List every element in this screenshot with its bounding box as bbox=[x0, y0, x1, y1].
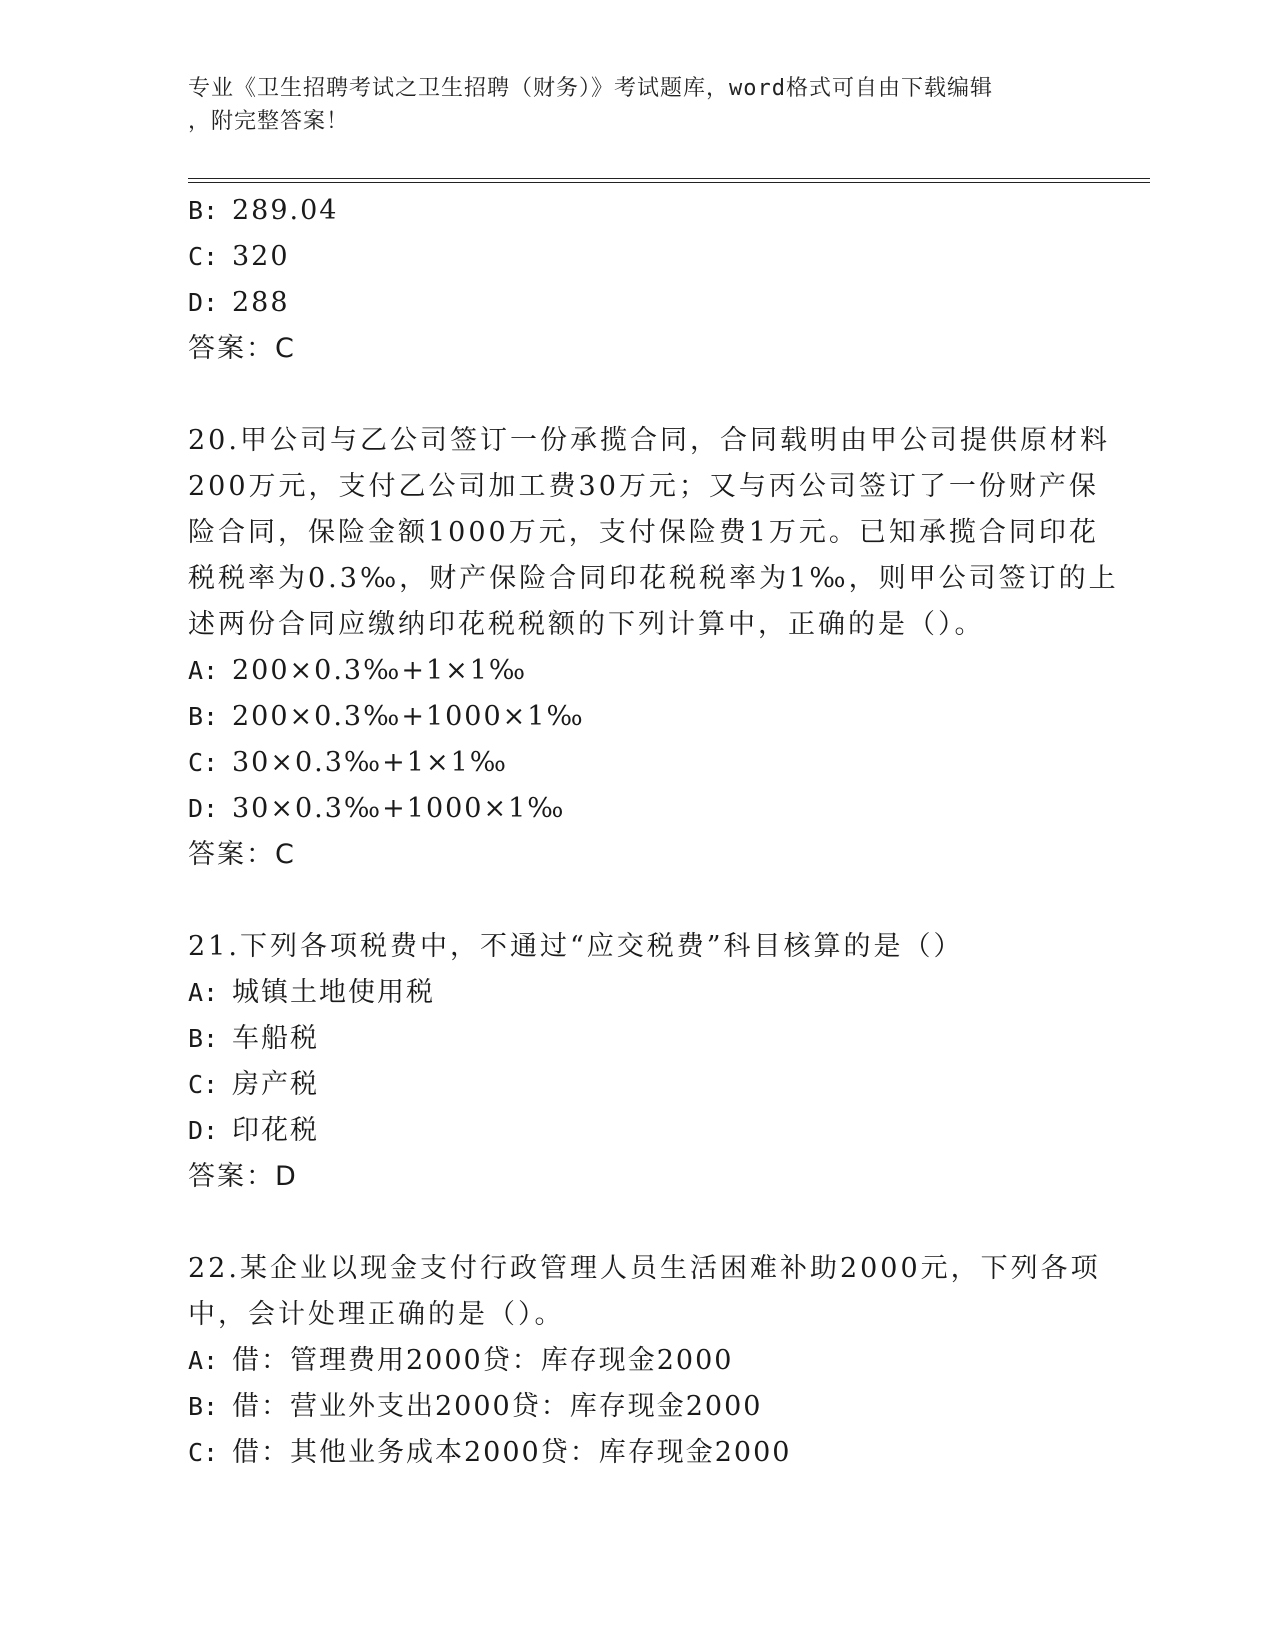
option-row bbox=[188, 1016, 1088, 1062]
option-text: 借：其他业务成本2000贷：库存现金2000 bbox=[232, 1437, 792, 1468]
spacer bbox=[188, 372, 1088, 418]
option-label: B: bbox=[188, 196, 219, 225]
document-body bbox=[188, 188, 1119, 1476]
option-label: A: bbox=[188, 978, 219, 1007]
option-label: D: bbox=[188, 288, 219, 317]
option-label: C: bbox=[188, 1438, 219, 1467]
question-22-block bbox=[188, 1246, 1101, 1476]
header-line-1: 专业《卫生招聘考试之卫生招聘（财务）》考试题库，word格式可自由下载编辑 bbox=[188, 76, 993, 101]
question-line: 22.某企业以现金支付行政管理人员生活困难补助2000元，下列各项 bbox=[188, 1253, 1101, 1284]
option-row bbox=[188, 648, 1088, 694]
option-row bbox=[188, 1108, 1088, 1154]
option-text: 房产税 bbox=[232, 1069, 319, 1100]
option-text: 320 bbox=[232, 241, 290, 272]
question-21-block bbox=[188, 924, 1088, 1200]
answer-line: 答案：C bbox=[188, 839, 296, 870]
option-text: 城镇土地使用税 bbox=[232, 977, 435, 1008]
spacer bbox=[188, 1200, 1088, 1246]
option-label: A: bbox=[188, 1346, 219, 1375]
option-row bbox=[188, 1338, 1088, 1384]
question-line: 200万元，支付乙公司加工费30万元；又与丙公司签订了一份财产保 bbox=[188, 471, 1099, 502]
question-line: 述两份合同应缴纳印花税税额的下列计算中，正确的是（）。 bbox=[188, 609, 985, 640]
option-row bbox=[188, 740, 1088, 786]
option-text: 借：营业外支出2000贷：库存现金2000 bbox=[232, 1391, 763, 1422]
option-row bbox=[188, 234, 1088, 280]
spacer bbox=[188, 878, 1088, 924]
question-text bbox=[188, 1246, 1101, 1338]
option-row bbox=[188, 1384, 1088, 1430]
question-text bbox=[188, 418, 1119, 648]
header-divider-bottom bbox=[188, 182, 1150, 183]
option-text: 30×0.3‰+1×1‰ bbox=[232, 747, 508, 778]
question-line: 20.甲公司与乙公司签订一份承揽合同，合同载明由甲公司提供原材料 bbox=[188, 425, 1110, 456]
option-row bbox=[188, 786, 1088, 832]
option-text: 288 bbox=[232, 287, 290, 318]
option-label: C: bbox=[188, 242, 219, 271]
option-label: D: bbox=[188, 794, 219, 823]
question-line: 21.下列各项税费中，不通过“应交税费”科目核算的是（） bbox=[188, 931, 964, 962]
answer-line: 答案：D bbox=[188, 1161, 298, 1192]
question-line: 中，会计处理正确的是（）。 bbox=[188, 1299, 565, 1330]
document-header bbox=[188, 72, 1088, 138]
option-label: C: bbox=[188, 748, 219, 777]
question-text bbox=[188, 924, 1088, 970]
question-19-block bbox=[188, 188, 1088, 372]
option-text: 借：管理费用2000贷：库存现金2000 bbox=[232, 1345, 734, 1376]
option-text: 车船税 bbox=[232, 1023, 319, 1054]
question-line: 险合同，保险金额1000万元，支付保险费1万元。已知承揽合同印花 bbox=[188, 517, 1099, 548]
question-line: 税税率为0.3‰，财产保险合同印花税税率为1‰，则甲公司签订的上 bbox=[188, 563, 1119, 594]
answer-line: 答案：C bbox=[188, 333, 296, 364]
option-text: 289.04 bbox=[232, 195, 339, 226]
option-row bbox=[188, 1062, 1088, 1108]
option-label: B: bbox=[188, 1024, 219, 1053]
option-row bbox=[188, 694, 1088, 740]
option-row bbox=[188, 188, 1088, 234]
option-row bbox=[188, 1430, 1088, 1476]
option-row bbox=[188, 280, 1088, 326]
option-text: 30×0.3‰+1000×1‰ bbox=[232, 793, 566, 824]
header-line-2: ，附完整答案！ bbox=[188, 109, 350, 134]
option-label: B: bbox=[188, 702, 219, 731]
option-label: C: bbox=[188, 1070, 219, 1099]
option-label: A: bbox=[188, 656, 219, 685]
option-text: 200×0.3‰+1000×1‰ bbox=[232, 701, 585, 732]
header-divider-top bbox=[188, 178, 1150, 179]
option-label: D: bbox=[188, 1116, 219, 1145]
option-text: 印花税 bbox=[232, 1115, 319, 1146]
option-text: 200×0.3‰+1×1‰ bbox=[232, 655, 528, 686]
option-row bbox=[188, 970, 1088, 1016]
option-label: B: bbox=[188, 1392, 219, 1421]
question-20-block bbox=[188, 418, 1119, 878]
